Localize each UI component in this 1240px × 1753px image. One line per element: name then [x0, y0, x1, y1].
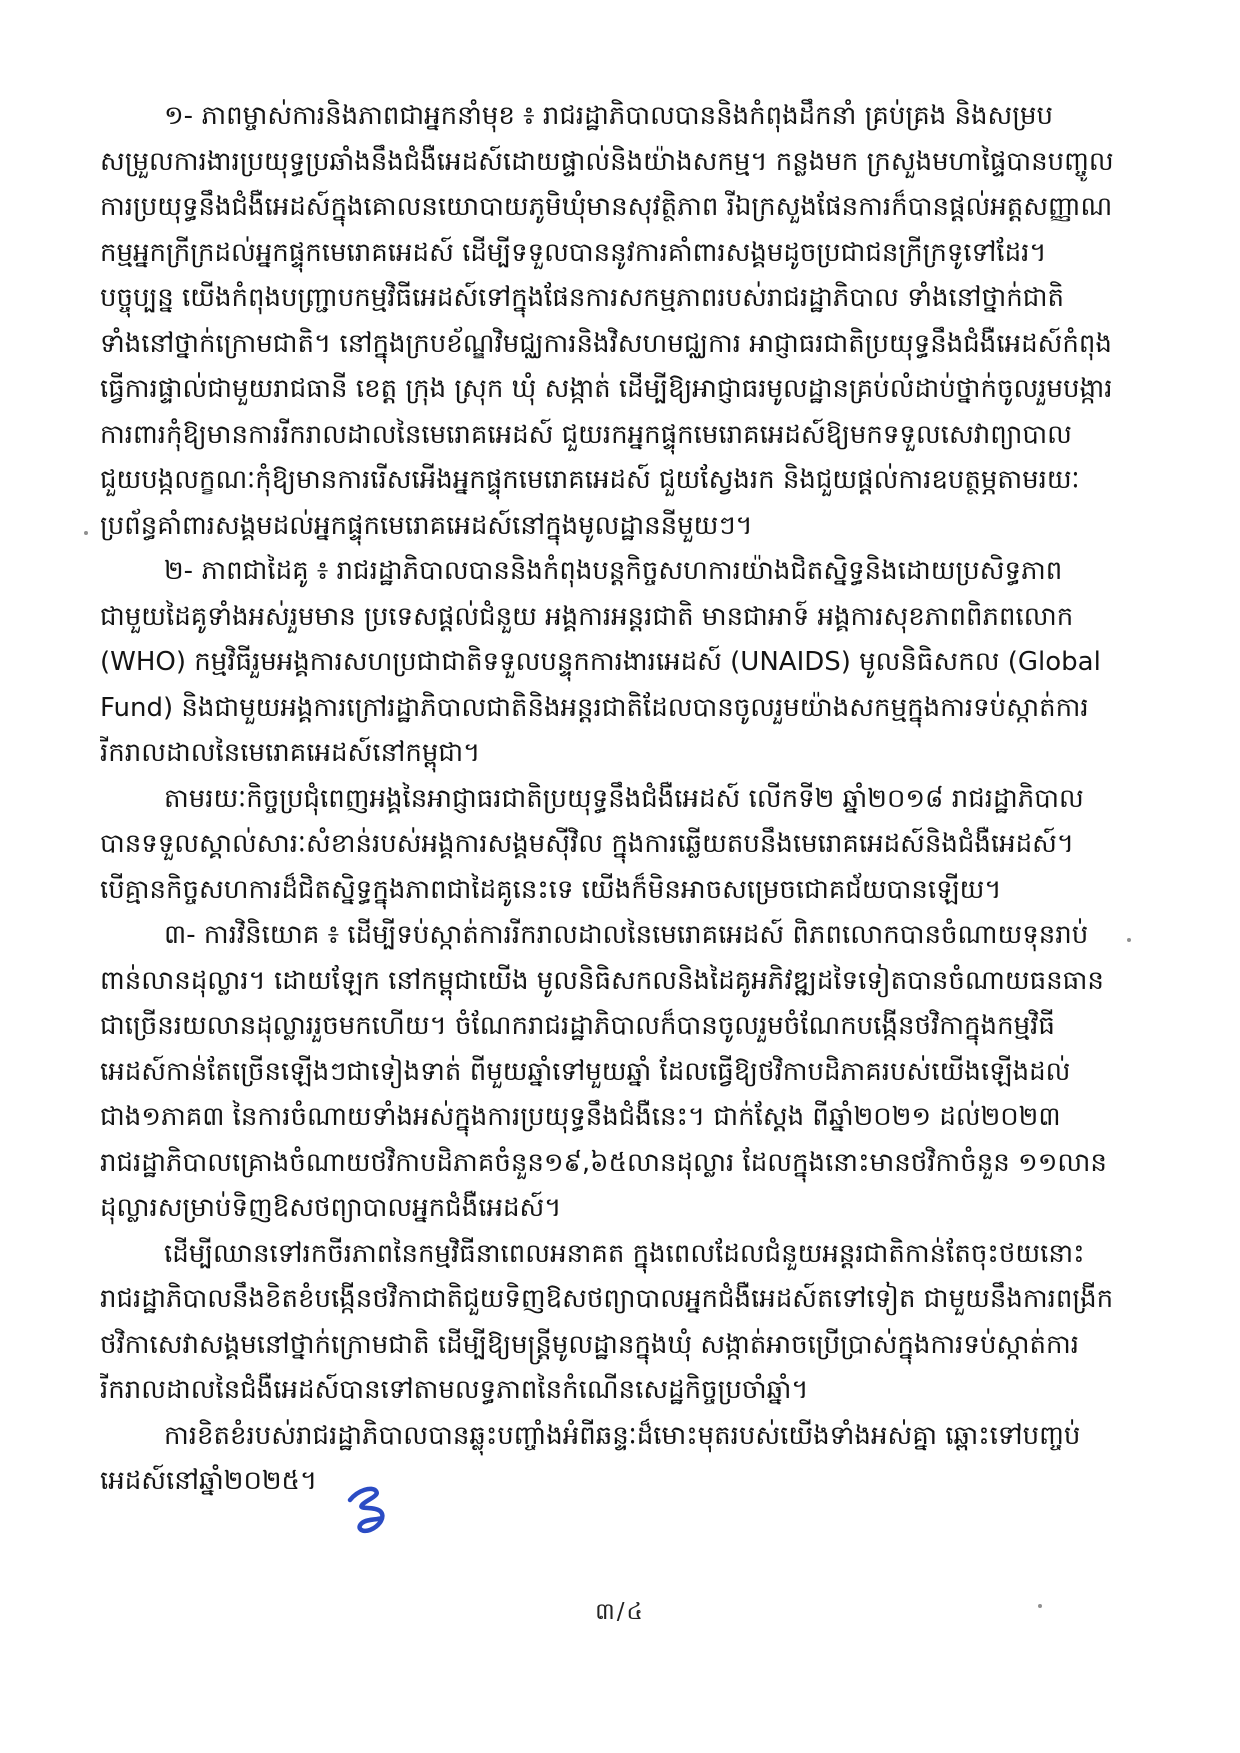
text-line: ធ្វើការផ្ទាល់ជាមួយរាជធានី ខេត្ត ក្រុង ស្រុក ឃុំ សង្កាត់ ដើម្បីឱ្យអាជ្ញាធរមូលដ្ឋានគ្រប់លំដាប់ថ្នាក់ចូលរួមបង្ការ	[100, 374, 1113, 404]
text-line: ១- ភាពម្ចាស់ការនិងភាពជាអ្នកនាំមុខ ៖ រាជរដ្ឋាភិបាលបាននិងកំពុងដឹកនាំ គ្រប់គ្រង និងសម្រប	[164, 101, 1053, 131]
text-line: ជាមួយដៃគូទាំងអស់រួមមាន ប្រទេសផ្តល់ជំនួយ អង្គការអន្តរជាតិ មានជាអាទ៍ អង្គការសុខភាពពិភពលោក	[100, 601, 1074, 632]
paragraph	[100, 549, 1146, 777]
paragraph	[100, 1414, 1146, 1505]
paragraph	[100, 913, 1146, 1232]
text-line: ការប្រយុទ្ធនឹងជំងឺអេដស៍ក្នុងគោលនយោបាយភូមិឃុំមានសុវត្ថិភាព រីឯក្រសួងផែនការក៏បានផ្តល់អត្តសញ្ញាណ	[100, 192, 1113, 222]
text-line: បានទទួលស្គាល់សារៈសំខាន់របស់អង្គការសង្គមស៊ីវិល ក្នុងការឆ្លើយតបនឹងមេរោគអេដស៍និងជំងឺអេដស៍។	[100, 829, 1075, 859]
paragraph	[100, 777, 1146, 914]
text-line: ជាង១ភាគ៣ នៃការចំណាយទាំងអស់ក្នុងការប្រយុទ្ធនឹងជំងឺនេះ។ ជាក់ស្តែង ពីឆ្នាំ២០២១ ដល់២០២៣	[100, 1102, 1061, 1132]
signature-ink-mark	[336, 1478, 416, 1548]
scan-speckle	[1038, 1604, 1042, 1608]
text-line: កម្មអ្នកក្រីក្រដល់អ្នកផ្ទុកមេរោគអេដស៍ ដើម្បីទទួលបាននូវការគាំពារសង្គមដូចប្រជាជនក្រីក្រទូទៅដែរ។	[100, 237, 1047, 268]
page-number: ៣/៤	[595, 1599, 645, 1625]
text-line: ការខិតខំរបស់រាជរដ្ឋាភិបាលបានឆ្លុះបញ្ចាំងអំពីឆន្ទៈដ៏មោះមុតរបស់យើងទាំងអស់គ្នា ឆ្ពោះទៅបញ្ចប់	[164, 1420, 1081, 1451]
text-line: Fund) និងជាមួយអង្គការក្រៅរដ្ឋាភិបាលជាតិនិងអន្តរជាតិដែលបានចូលរួមយ៉ាងសកម្មក្នុងការទប់ស្កាត់ការ	[100, 692, 1089, 723]
text-line: ជួយបង្កលក្ខណៈកុំឱ្យមានការរើសអើងអ្នកផ្ទុកមេរោគអេដស៍ ជួយស្វែងរក និងជួយផ្តល់ការឧបត្ថម្ភតាមរយៈ	[100, 465, 1080, 495]
text-line: ការពារកុំឱ្យមានការរីករាលដាលនៃមេរោគអេដស៍ ជួយរកអ្នកផ្ទុកមេរោគអេដស៍ឱ្យមកទទួលសេវាព្យាបាល	[100, 419, 1072, 450]
signature-squiggle-icon	[336, 1478, 416, 1548]
text-line: រីករាលដាលនៃជំងឺអេដស៍បានទៅតាមលទ្ធភាពនៃកំណើនសេដ្ឋកិច្ចប្រចាំឆ្នាំ។	[100, 1375, 809, 1405]
text-line: សម្រួលការងារប្រយុទ្ធប្រឆាំងនឹងជំងឺអេដស៍ដោយផ្ទាល់និងយ៉ាងសកម្ម។ កន្លងមក ក្រសួងមហាផ្ទៃបានបញ្ចូល	[100, 146, 1114, 177]
text-line: ២- ភាពជាដៃគូ ៖ រាជរដ្ឋាភិបាលបាននិងកំពុងបន្តកិច្ចសហការយ៉ាងជិតស្និទ្ធនិងដោយប្រសិទ្ធភាព	[164, 556, 1063, 586]
text-line: ប្រព័ន្ធគាំពារសង្គមដល់អ្នកផ្ទុកមេរោគអេដស៍នៅក្នុងមូលដ្ឋាននីមួយៗ។	[100, 510, 753, 541]
text-line: អេដស៍នៅឆ្នាំ២០២៥។	[100, 1466, 318, 1496]
text-line: រាជរដ្ឋាភិបាលនឹងខិតខំបង្កើនថវិកាជាតិជួយទិញឱសថព្យាបាលអ្នកជំងឺអេដស៍តទៅទៀត ជាមួយនឹងការពង្រីក	[100, 1284, 1114, 1314]
document-body	[100, 94, 1146, 1505]
text-line: ពាន់លានដុល្លារ។ ដោយឡែក នៅកម្ពុជាយើង មូលនិធិសកលនិងដៃគូអភិវឌ្ឍដទៃទៀតបានចំណាយធនធាន	[100, 965, 1104, 996]
text-line: ដុល្លារសម្រាប់ទិញឱសថព្យាបាលអ្នកជំងឺអេដស៍។	[100, 1193, 562, 1223]
text-line: ថវិកាសេវាសង្គមនៅថ្នាក់ក្រោមជាតិ ដើម្បីឱ្យមន្ត្រីមូលដ្ឋានក្នុងឃុំ សង្កាត់អាចប្រើប្រាស់ក្នុងការទប់ស្កាត់ការ	[100, 1329, 1079, 1360]
scan-speckle	[1127, 938, 1131, 942]
text-line: ទាំងនៅថ្នាក់ក្រោមជាតិ។ នៅក្នុងក្របខ័ណ្ឌវិមជ្ឈការនិងវិសហមជ្ឈការ អាជ្ញាធរជាតិប្រយុទ្ធនឹងជំងឺអេដស៍កំពុង	[100, 328, 1112, 359]
text-line: បើគ្មានកិច្ចសហការដ៏ជិតស្និទ្ធក្នុងភាពជាដៃគូនេះទេ យើងក៏មិនអាចសម្រេចជោគជ័យបានឡើយ។	[100, 874, 1002, 905]
paragraph	[100, 1232, 1146, 1414]
text-line: ៣- ការវិនិយោគ ៖ ដើម្បីទប់ស្កាត់ការរីករាលដាលនៃមេរោគអេដស៍ ពិភពលោកបានចំណាយទុនរាប់	[164, 920, 1089, 950]
text-line: តាមរយៈកិច្ចប្រជុំពេញអង្គនៃអាជ្ញាធរជាតិប្រយុទ្ធនឹងជំងឺអេដស៍ លើកទី២ ឆ្នាំ២០១៨ រាជរដ្ឋាភិបាល	[164, 783, 1084, 814]
paragraph	[100, 94, 1146, 549]
text-line: ជាច្រើនរយលានដុល្លាររួចមកហើយ។ ចំណែករាជរដ្ឋាភិបាលក៏បានចូលរួមចំណែកបង្កើនថវិកាក្នុងកម្មវិធី	[100, 1011, 1055, 1041]
text-line: រាជរដ្ឋាភិបាលគ្រោងចំណាយថវិកាបដិភាគចំនួន១៩,៦៥លានដុល្លារ ដែលក្នុងនោះមានថវិកាចំនួន ១១លាន	[100, 1147, 1107, 1178]
text-line: រីករាលដាលនៃមេរោគអេដស៍នៅកម្ពុជា។	[100, 738, 481, 768]
scan-speckle	[84, 531, 88, 535]
text-line: អេដស៍កាន់តែច្រើនឡើងៗជាទៀងទាត់ ពីមួយឆ្នាំទៅមួយឆ្នាំ ដែលធ្វើឱ្យថវិកាបដិភាគរបស់យើងឡើងដល់	[100, 1056, 1071, 1087]
text-line: បច្ចុប្បន្ន យើងកំពុងបញ្ជ្រាបកម្មវិធីអេដស៍ទៅក្នុងផែនការសកម្មភាពរបស់រាជរដ្ឋាភិបាល ទាំងនៅថ្នាក់ជាតិ	[100, 283, 1064, 313]
text-line: ដើម្បីឈានទៅរកចីរភាពនៃកម្មវិធីនាពេលអនាគត ក្នុងពេលដែលជំនួយអន្តរជាតិកាន់តែចុះថយនោះ	[164, 1238, 1085, 1269]
text-line: (WHO) កម្មវិធីរួមអង្គការសហប្រជាជាតិទទួលបន្ទុកការងារអេដស៍ (UNAIDS) មូលនិធិសកល (Global	[100, 647, 1101, 677]
